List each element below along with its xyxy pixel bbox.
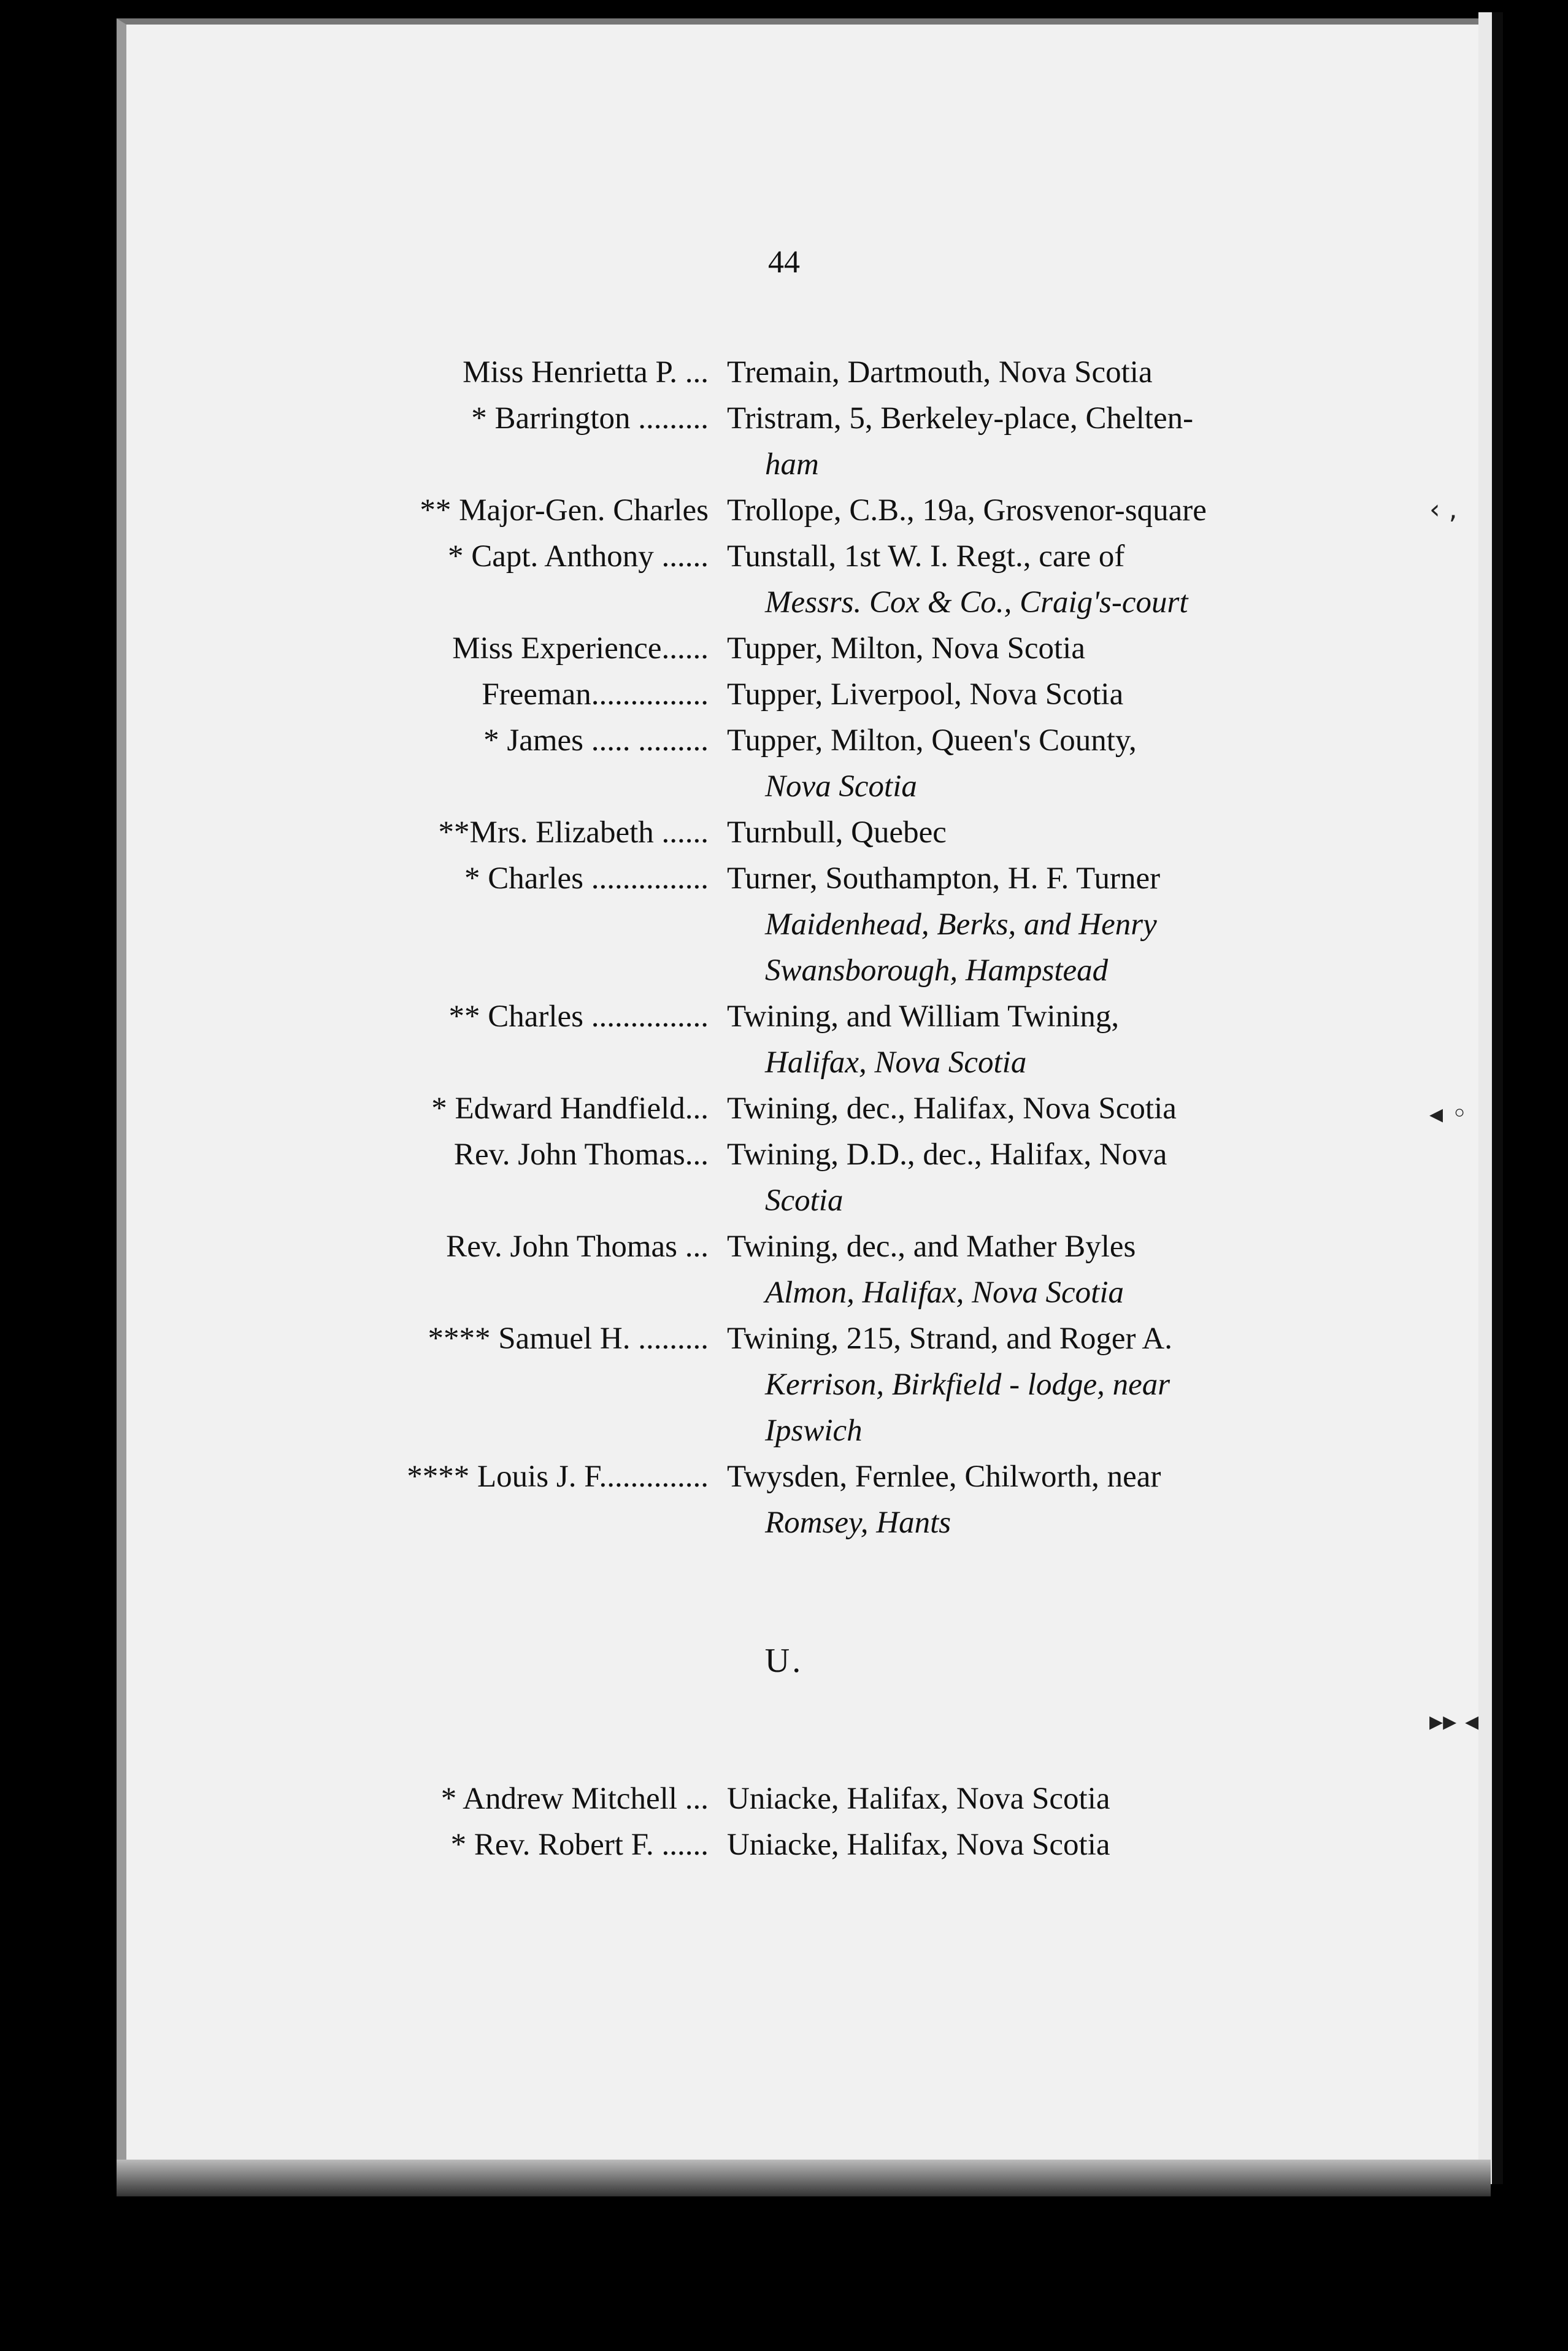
entry-address-continuation: Ipswich xyxy=(765,1414,863,1448)
directory-entry xyxy=(0,626,1568,672)
directory-entry xyxy=(0,1776,1568,1822)
directory-entry xyxy=(0,534,1568,626)
directory-entry xyxy=(0,994,1568,1086)
entry-surname-address xyxy=(727,718,1267,810)
section-letter-u: U. xyxy=(764,1642,804,1680)
spacer xyxy=(0,1546,1568,1638)
directory-entry xyxy=(0,396,1568,488)
entry-surname-address xyxy=(727,488,1267,534)
entry-address-line: Trollope, C.B., 19a, Grosvenor-square xyxy=(727,493,1207,528)
entry-given-name: * James ..... ......... xyxy=(483,723,709,758)
entry-surname-address xyxy=(727,1822,1267,1868)
entry-address-line: Twining, dec., and Mather Byles xyxy=(727,1229,1136,1264)
directory-entries xyxy=(0,350,1568,1868)
entry-address-continuation: Romsey, Hants xyxy=(765,1506,951,1540)
entry-given-name: * Barrington ......... xyxy=(471,401,709,436)
entry-given-name: * Rev. Robert F. ...... xyxy=(450,1828,709,1862)
section-u-list xyxy=(0,1776,1568,1868)
entry-surname-address xyxy=(727,994,1267,1086)
entry-surname-address xyxy=(727,1454,1267,1546)
binding-mark: ‹ , xyxy=(1429,494,1458,525)
entry-surname-address xyxy=(727,350,1267,396)
entry-surname-address xyxy=(727,1316,1267,1454)
spacer xyxy=(0,1684,1568,1776)
directory-entry xyxy=(0,350,1568,396)
directory-entry xyxy=(0,1132,1568,1224)
entry-surname-address xyxy=(727,672,1267,718)
entry-given-name: ** Charles ............... xyxy=(448,999,709,1034)
entry-given-name: Rev. John Thomas... xyxy=(453,1137,709,1172)
entry-given-name: **** Samuel H. ......... xyxy=(428,1322,709,1356)
entry-given-name: Miss Henrietta P. ... xyxy=(463,355,709,390)
entry-address-line: Twining, 215, Strand, and Roger A. xyxy=(727,1322,1172,1356)
entry-address-continuation: Scotia xyxy=(765,1183,844,1218)
entry-surname-address xyxy=(727,534,1267,626)
entry-address-continuation: Nova Scotia xyxy=(765,769,917,804)
entry-given-name: * Andrew Mitchell ... xyxy=(440,1782,709,1816)
entry-address-line: Tupper, Milton, Nova Scotia xyxy=(727,631,1085,666)
entry-address-line: Turner, Southampton, H. F. Turner xyxy=(727,861,1161,896)
binding-mark: ◂ ◦ xyxy=(1429,1098,1468,1129)
entry-address-continuation: Almon, Halifax, Nova Scotia xyxy=(765,1276,1124,1310)
entry-address-continuation: Messrs. Cox & Co., Craig's-court xyxy=(765,585,1188,620)
section-t-list xyxy=(0,350,1568,1546)
entry-given-name: * Charles ............... xyxy=(464,861,709,896)
entry-address-line: Turnbull, Quebec xyxy=(727,815,947,850)
entry-address-line: Tristram, 5, Berkeley-place, Chelten- xyxy=(727,401,1194,436)
entry-surname-address xyxy=(727,810,1267,856)
entry-address-continuation: Maidenhead, Berks, and Henry xyxy=(765,907,1157,942)
entry-address-line: Tupper, Milton, Queen's County, xyxy=(727,723,1137,758)
entry-given-name: * Capt. Anthony ...... xyxy=(447,539,709,574)
page-number: 44 xyxy=(768,245,800,280)
entry-address-continuation: Swansborough, Hampstead xyxy=(765,953,1109,988)
entry-address-continuation: Kerrison, Birkfield - lodge, near xyxy=(765,1368,1170,1402)
entry-address-continuation: Halifax, Nova Scotia xyxy=(765,1045,1027,1080)
entry-surname-address xyxy=(727,1086,1267,1132)
entry-given-name: Freeman............... xyxy=(482,677,709,712)
directory-entry xyxy=(0,718,1568,810)
entry-address-line: Twining, D.D., dec., Halifax, Nova xyxy=(727,1137,1167,1172)
entry-given-name: **** Louis J. F.............. xyxy=(407,1460,709,1494)
directory-entry xyxy=(0,1086,1568,1132)
binding-mark: ▸▸ ◂ xyxy=(1429,1706,1479,1737)
entry-surname-address xyxy=(727,1224,1267,1316)
entry-address-continuation: ham xyxy=(765,447,819,482)
directory-entry xyxy=(0,1224,1568,1316)
entry-given-name: Miss Experience...... xyxy=(452,631,709,666)
entry-given-name: ** Major-Gen. Charles xyxy=(420,493,709,528)
directory-entry xyxy=(0,488,1568,534)
entry-surname-address xyxy=(727,626,1267,672)
entry-given-name: * Edward Handfield... xyxy=(431,1091,709,1126)
entry-address-line: Tremain, Dartmouth, Nova Scotia xyxy=(727,355,1153,390)
directory-entry xyxy=(0,810,1568,856)
page-bottom-curl xyxy=(117,2160,1491,2196)
directory-entry xyxy=(0,856,1568,994)
entry-address-line: Uniacke, Halifax, Nova Scotia xyxy=(727,1782,1110,1816)
entry-surname-address xyxy=(727,396,1267,488)
entry-surname-address xyxy=(727,856,1267,994)
directory-entry xyxy=(0,1316,1568,1454)
entry-address-line: Tunstall, 1st W. I. Regt., care of xyxy=(727,539,1125,574)
entry-surname-address xyxy=(727,1132,1267,1224)
entry-address-line: Twining, and William Twining, xyxy=(727,999,1120,1034)
directory-entry xyxy=(0,672,1568,718)
entry-address-line: Twysden, Fernlee, Chilworth, near xyxy=(727,1460,1161,1494)
entry-address-line: Uniacke, Halifax, Nova Scotia xyxy=(727,1828,1110,1862)
entry-address-line: Twining, dec., Halifax, Nova Scotia xyxy=(727,1091,1177,1126)
entry-given-name: **Mrs. Elizabeth ...... xyxy=(438,815,709,850)
directory-entry xyxy=(0,1822,1568,1868)
entry-address-line: Tupper, Liverpool, Nova Scotia xyxy=(727,677,1124,712)
entry-surname-address xyxy=(727,1776,1267,1822)
directory-entry xyxy=(0,1454,1568,1546)
entry-given-name: Rev. John Thomas ... xyxy=(446,1229,709,1264)
